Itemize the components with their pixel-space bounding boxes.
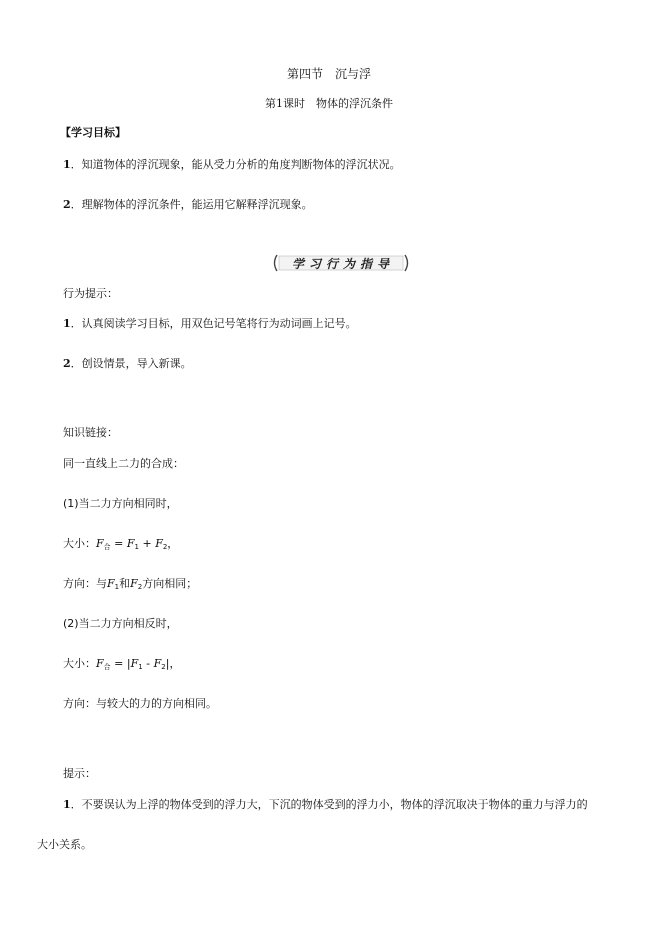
goal-item-1	[63, 157, 401, 173]
behavior-number: 1	[63, 317, 71, 330]
subtitle-rest: 课时 物体的浮沉条件	[283, 97, 393, 110]
subtitle-lesson-number: 1	[276, 97, 283, 110]
size-label: 大小：	[63, 537, 96, 550]
force-2-symbol: F	[155, 537, 163, 550]
case-1-magnitude	[63, 536, 178, 555]
tip-number: 1	[63, 798, 71, 811]
force-1-subscript: 1	[114, 583, 120, 591]
tip-text-line-2: 大小关系。	[37, 838, 92, 851]
force-1-symbol: F	[107, 577, 115, 590]
plus-sign: +	[138, 537, 156, 550]
banner-char: 导	[377, 256, 391, 271]
case-2-text: 当二力方向相反时，	[78, 617, 178, 630]
case-1-direction	[63, 576, 197, 595]
tip-item-1	[63, 797, 588, 813]
net-subscript: 合	[103, 663, 111, 671]
case-1-line	[63, 496, 178, 512]
section-banner	[271, 253, 411, 273]
tip-text-line-1: ．不要误认为上浮的物体受到的浮力大，下沉的物体受到的浮力小，物体的浮沉取决于物体的重力与浮力的	[70, 798, 588, 811]
and-text: 和	[119, 577, 131, 590]
force-symbol: F	[96, 537, 104, 550]
page-title: 第四节 沉与浮	[286, 67, 371, 81]
knowledge-heading: 知识链接：	[63, 426, 118, 439]
force-2-subscript: 2	[137, 583, 143, 591]
equals-sign: =	[110, 537, 127, 550]
case-1-number: (1)	[63, 497, 79, 510]
page-subtitle	[0, 96, 658, 112]
banner-char: 指	[360, 256, 374, 271]
force-2-subscript: 2	[161, 663, 166, 671]
comma: ，	[169, 657, 181, 670]
goal-text: ．理解物体的浮沉条件，能运用它解释浮沉现象。	[70, 198, 313, 211]
force-2-symbol: F	[153, 657, 162, 670]
force-1-symbol: F	[130, 657, 139, 670]
size-label: 大小：	[63, 657, 96, 670]
behavior-text: ．创设情景，导入新课。	[70, 357, 192, 370]
case-2-line	[63, 616, 178, 632]
case-1-text: 当二力方向相同时，	[78, 497, 178, 510]
force-symbol: F	[96, 657, 104, 670]
direction-same-text: 方向相同；	[142, 577, 198, 590]
goal-item-2	[63, 197, 313, 213]
goals-heading: 【学习目标】	[60, 126, 126, 139]
banner-char: 学	[291, 256, 305, 271]
banner-text	[292, 255, 390, 272]
abs-close: |	[165, 657, 170, 670]
equals-sign: =	[110, 657, 127, 670]
force-1-subscript: 1	[138, 663, 143, 671]
goal-number: 1	[63, 158, 71, 171]
banner-char: 行	[325, 256, 339, 271]
abs-open: |	[126, 657, 131, 670]
behavior-number: 2	[63, 357, 71, 370]
force-1-subscript: 1	[134, 543, 139, 551]
tip-heading: 提示：	[63, 767, 96, 780]
behavior-item-2	[63, 356, 192, 372]
minus-sign: -	[142, 657, 154, 670]
behavior-item-1	[63, 316, 357, 332]
force-2-symbol: F	[130, 577, 138, 590]
goal-text: ．知道物体的浮沉现象，能从受力分析的角度判断物体的浮沉状况。	[70, 158, 401, 171]
case-2-magnitude	[63, 656, 180, 675]
knowledge-intro: 同一直线上二力的合成：	[63, 457, 184, 470]
behavior-text: ．认真阅读学习目标，用双色记号笔将行为动词画上记号。	[70, 317, 357, 330]
net-subscript: 合	[103, 543, 111, 551]
force-2-subscript: 2	[162, 543, 168, 551]
comma: ，	[167, 537, 179, 550]
banner-char: 习	[308, 256, 322, 271]
direction-label: 方向：与	[63, 577, 107, 590]
force-1-symbol: F	[126, 537, 135, 550]
subtitle-prefix: 第	[265, 97, 276, 110]
case-2-direction: 方向：与较大的力的方向相同。	[63, 697, 217, 710]
goal-number: 2	[63, 198, 71, 211]
case-2-number: (2)	[63, 617, 79, 630]
behavior-heading: 行为提示：	[63, 287, 118, 300]
banner-char: 为	[343, 256, 357, 271]
